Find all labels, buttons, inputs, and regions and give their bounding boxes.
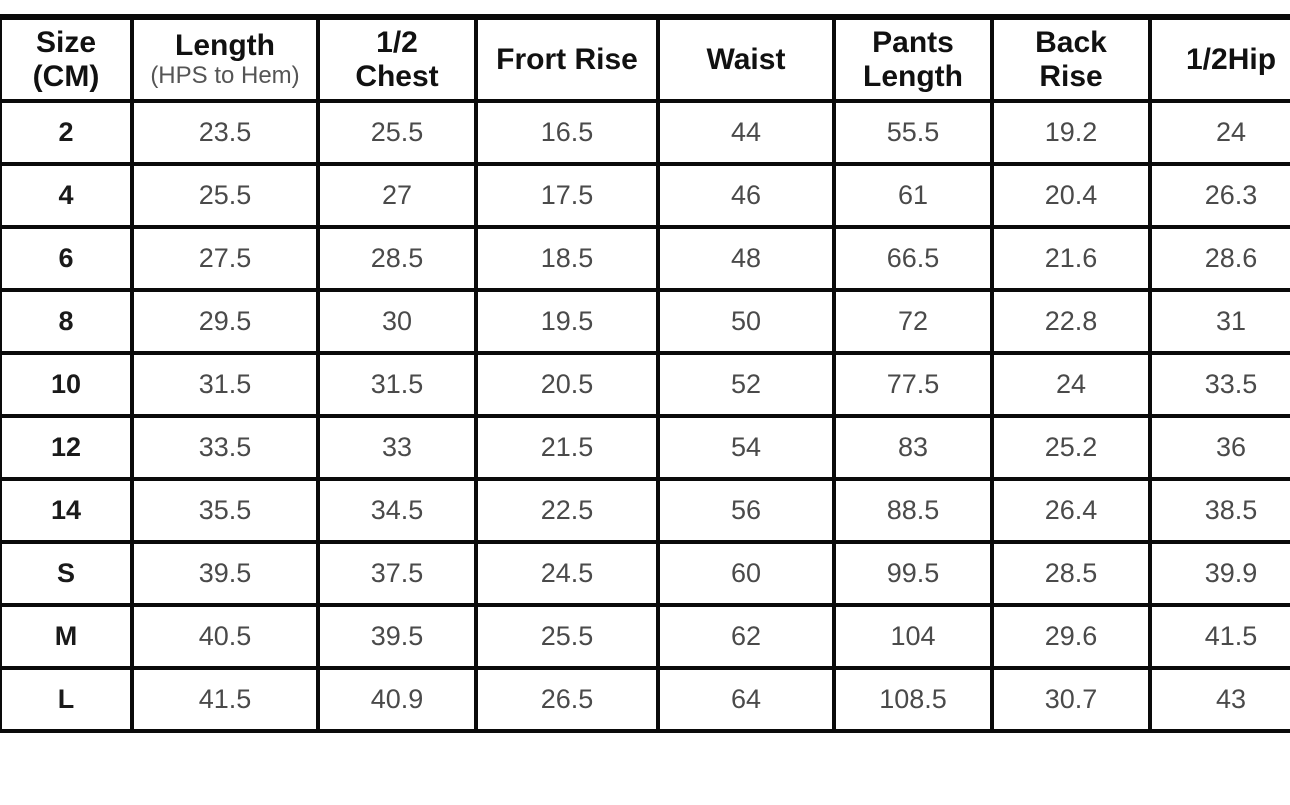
size-chart-table bbox=[0, 14, 1290, 733]
value-cell: 34.5 bbox=[318, 479, 476, 542]
column-header-title: Frort Rise bbox=[496, 42, 638, 76]
table-row bbox=[0, 605, 1290, 668]
table-row bbox=[0, 353, 1290, 416]
column-header-subtitle: Rise bbox=[1039, 59, 1103, 93]
value-cell: 33.5 bbox=[132, 416, 318, 479]
value-cell: 88.5 bbox=[834, 479, 992, 542]
value-cell: 60 bbox=[658, 542, 834, 605]
value-cell: 16.5 bbox=[476, 101, 658, 164]
value-cell: 28.5 bbox=[318, 227, 476, 290]
size-cell: 8 bbox=[0, 290, 132, 353]
size-cell: M bbox=[0, 605, 132, 668]
value-cell: 50 bbox=[658, 290, 834, 353]
value-cell: 46 bbox=[658, 164, 834, 227]
column-header-title: Pants bbox=[872, 25, 954, 59]
value-cell: 56 bbox=[658, 479, 834, 542]
value-cell: 22.8 bbox=[992, 290, 1150, 353]
table-row bbox=[0, 668, 1290, 731]
value-cell: 19.5 bbox=[476, 290, 658, 353]
value-cell: 108.5 bbox=[834, 668, 992, 731]
value-cell: 24 bbox=[992, 353, 1150, 416]
value-cell: 61 bbox=[834, 164, 992, 227]
column-header-subtitle: Chest bbox=[355, 59, 439, 93]
column-header-title: 1/2 bbox=[376, 25, 418, 59]
table-row bbox=[0, 101, 1290, 164]
value-cell: 24.5 bbox=[476, 542, 658, 605]
table-row bbox=[0, 290, 1290, 353]
size-cell: L bbox=[0, 668, 132, 731]
table-row bbox=[0, 416, 1290, 479]
value-cell: 40.5 bbox=[132, 605, 318, 668]
value-cell: 66.5 bbox=[834, 227, 992, 290]
value-cell: 44 bbox=[658, 101, 834, 164]
size-cell: 4 bbox=[0, 164, 132, 227]
column-header-subtitle: Length bbox=[863, 59, 963, 93]
value-cell: 40.9 bbox=[318, 668, 476, 731]
value-cell: 27.5 bbox=[132, 227, 318, 290]
value-cell: 26.3 bbox=[1150, 164, 1290, 227]
table-header-row bbox=[0, 17, 1290, 101]
table-row bbox=[0, 227, 1290, 290]
table-row bbox=[0, 542, 1290, 605]
value-cell: 25.5 bbox=[132, 164, 318, 227]
size-chart-container bbox=[0, 14, 1290, 733]
size-cell: 12 bbox=[0, 416, 132, 479]
value-cell: 20.4 bbox=[992, 164, 1150, 227]
value-cell: 55.5 bbox=[834, 101, 992, 164]
column-header-title: Length bbox=[175, 29, 275, 63]
column-header-front-rise bbox=[476, 17, 658, 101]
value-cell: 52 bbox=[658, 353, 834, 416]
value-cell: 20.5 bbox=[476, 353, 658, 416]
value-cell: 41.5 bbox=[1150, 605, 1290, 668]
value-cell: 22.5 bbox=[476, 479, 658, 542]
value-cell: 26.5 bbox=[476, 668, 658, 731]
value-cell: 28.5 bbox=[992, 542, 1150, 605]
value-cell: 29.6 bbox=[992, 605, 1150, 668]
value-cell: 30.7 bbox=[992, 668, 1150, 731]
value-cell: 37.5 bbox=[318, 542, 476, 605]
value-cell: 30 bbox=[318, 290, 476, 353]
size-cell: 2 bbox=[0, 101, 132, 164]
value-cell: 18.5 bbox=[476, 227, 658, 290]
value-cell: 19.2 bbox=[992, 101, 1150, 164]
value-cell: 31.5 bbox=[132, 353, 318, 416]
value-cell: 28.6 bbox=[1150, 227, 1290, 290]
value-cell: 27 bbox=[318, 164, 476, 227]
value-cell: 23.5 bbox=[132, 101, 318, 164]
column-header-waist bbox=[658, 17, 834, 101]
value-cell: 48 bbox=[658, 227, 834, 290]
value-cell: 31 bbox=[1150, 290, 1290, 353]
value-cell: 39.9 bbox=[1150, 542, 1290, 605]
value-cell: 25.5 bbox=[318, 101, 476, 164]
column-header-title: Back bbox=[1035, 25, 1107, 59]
column-header-subtitle: (CM) bbox=[32, 59, 100, 93]
size-cell: S bbox=[0, 542, 132, 605]
value-cell: 72 bbox=[834, 290, 992, 353]
column-header-pants-length bbox=[834, 17, 992, 101]
column-header-title: Waist bbox=[706, 42, 786, 76]
column-header-title: 1/2Hip bbox=[1185, 42, 1277, 76]
value-cell: 21.6 bbox=[992, 227, 1150, 290]
column-header-length bbox=[132, 17, 318, 101]
value-cell: 83 bbox=[834, 416, 992, 479]
value-cell: 21.5 bbox=[476, 416, 658, 479]
value-cell: 31.5 bbox=[318, 353, 476, 416]
value-cell: 35.5 bbox=[132, 479, 318, 542]
value-cell: 38.5 bbox=[1150, 479, 1290, 542]
column-header-title: Size bbox=[35, 25, 97, 59]
table-row bbox=[0, 479, 1290, 542]
value-cell: 25.5 bbox=[476, 605, 658, 668]
value-cell: 17.5 bbox=[476, 164, 658, 227]
column-header-subtitle: (HPS to Hem) bbox=[150, 61, 300, 89]
column-header-half-hip bbox=[1150, 17, 1290, 101]
value-cell: 24 bbox=[1150, 101, 1290, 164]
value-cell: 26.4 bbox=[992, 479, 1150, 542]
value-cell: 33.5 bbox=[1150, 353, 1290, 416]
value-cell: 54 bbox=[658, 416, 834, 479]
table-row bbox=[0, 164, 1290, 227]
size-cell: 6 bbox=[0, 227, 132, 290]
value-cell: 77.5 bbox=[834, 353, 992, 416]
value-cell: 39.5 bbox=[318, 605, 476, 668]
size-cell: 10 bbox=[0, 353, 132, 416]
size-cell: 14 bbox=[0, 479, 132, 542]
value-cell: 99.5 bbox=[834, 542, 992, 605]
value-cell: 62 bbox=[658, 605, 834, 668]
column-header-back-rise bbox=[992, 17, 1150, 101]
value-cell: 64 bbox=[658, 668, 834, 731]
column-header-size bbox=[0, 17, 132, 101]
value-cell: 29.5 bbox=[132, 290, 318, 353]
value-cell: 39.5 bbox=[132, 542, 318, 605]
value-cell: 41.5 bbox=[132, 668, 318, 731]
value-cell: 33 bbox=[318, 416, 476, 479]
column-header-half-chest bbox=[318, 17, 476, 101]
value-cell: 43 bbox=[1150, 668, 1290, 731]
value-cell: 25.2 bbox=[992, 416, 1150, 479]
value-cell: 36 bbox=[1150, 416, 1290, 479]
value-cell: 104 bbox=[834, 605, 992, 668]
